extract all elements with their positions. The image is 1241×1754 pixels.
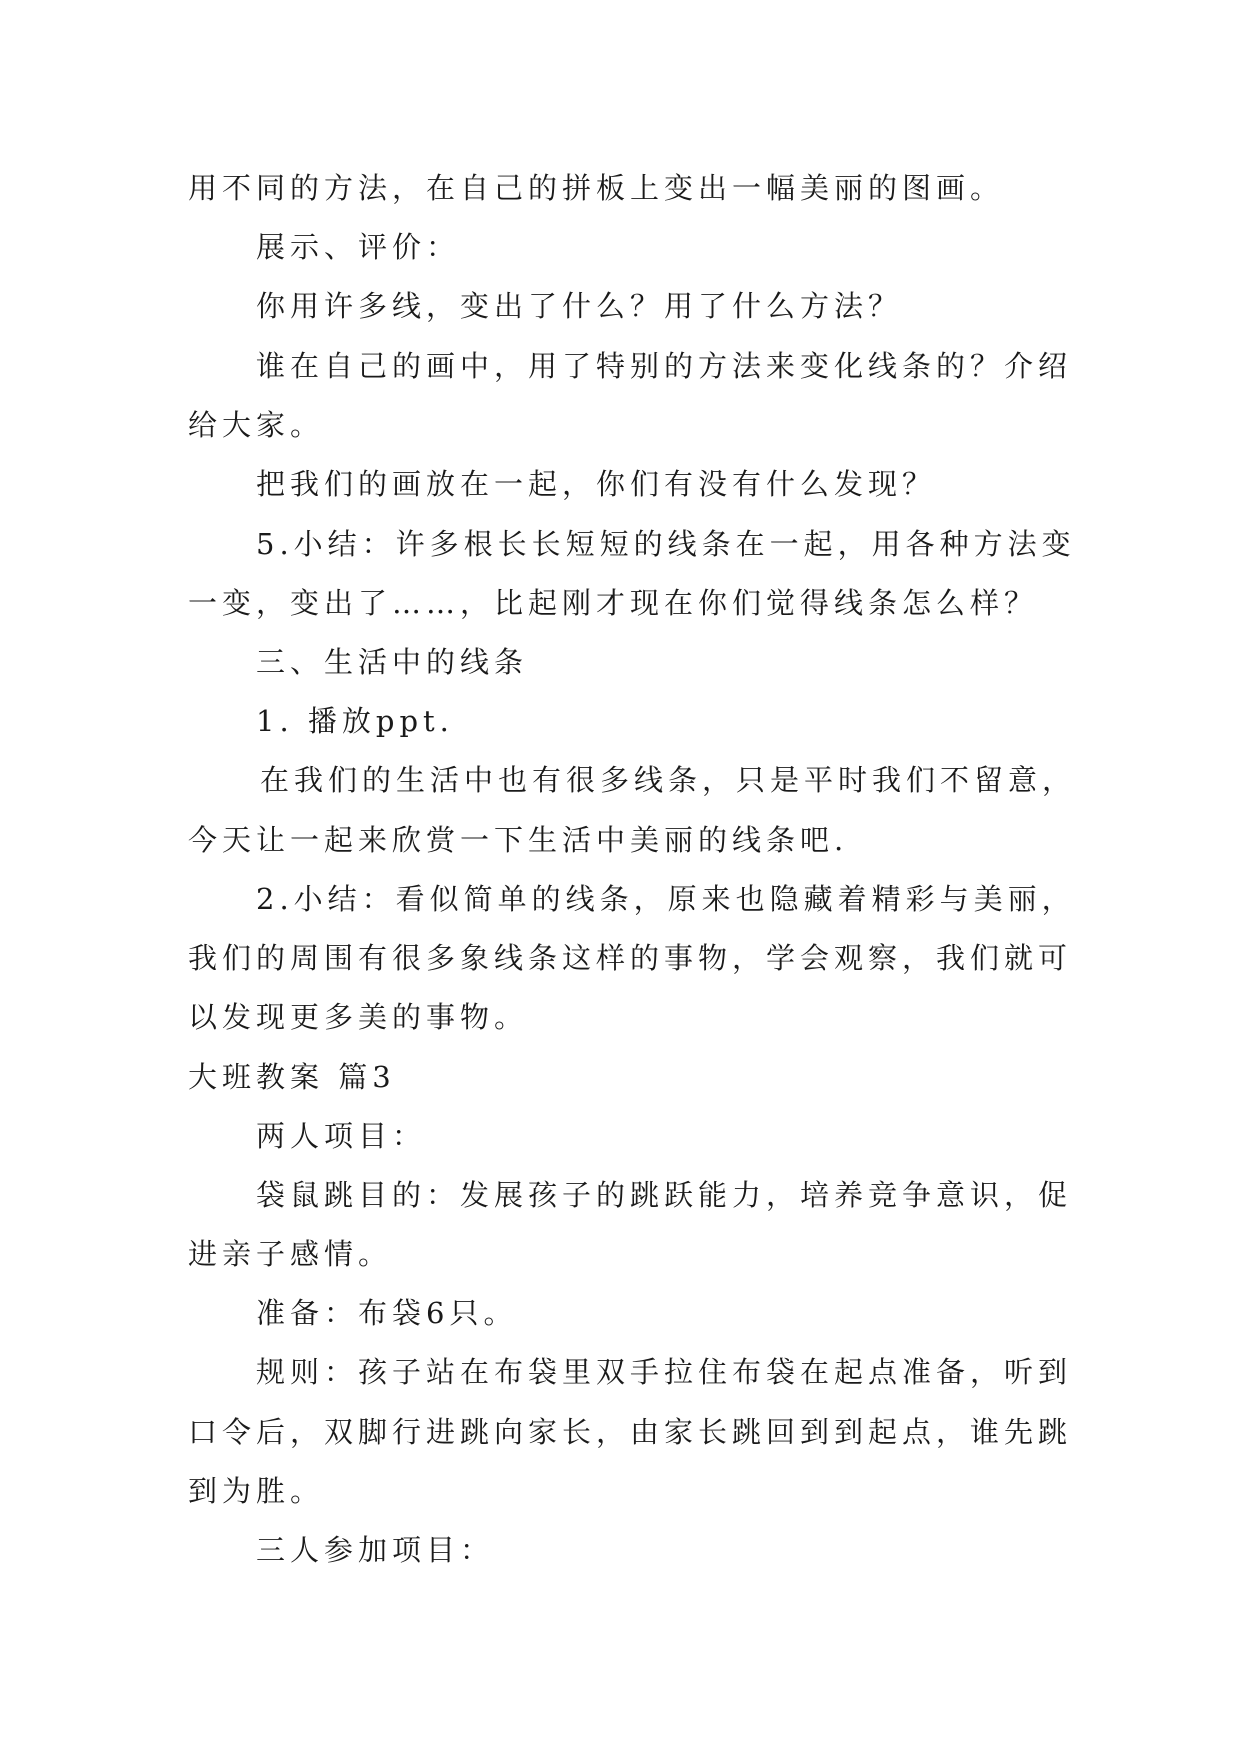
paragraph-line: 2.小结：看似简单的线条，原来也隐藏着精彩与美丽，: [256, 882, 1076, 916]
paragraph-line: 两人项目：: [256, 1119, 427, 1153]
paragraph-line: 给大家。: [188, 408, 325, 442]
paragraph-line: 准备：布袋6只。: [256, 1296, 518, 1330]
paragraph-line: 用不同的方法，在自己的拼板上变出一幅美丽的图画。: [188, 171, 1005, 205]
paragraph-line: 以发现更多美的事物。: [188, 1000, 529, 1034]
paragraph-line: 一变，变出了……，比起刚才现在你们觉得线条怎么样？: [188, 586, 1039, 620]
paragraph-line: 展示、评价：: [256, 230, 461, 264]
paragraph-line: 规则：孩子站在布袋里双手拉住布袋在起点准备，听到: [256, 1355, 1073, 1389]
paragraph-line: 今天让一起来欣赏一下生活中美丽的线条吧.: [188, 823, 849, 857]
paragraph-line: 5.小结：许多根长长短短的线条在一起，用各种方法变: [256, 527, 1076, 561]
paragraph-line: 在我们的生活中也有很多线条，只是平时我们不留意，: [260, 763, 1077, 797]
paragraph-line: 三人参加项目：: [256, 1533, 495, 1567]
paragraph-line: 你用许多线，变出了什么？用了什么方法？: [256, 289, 903, 323]
paragraph-line: 袋鼠跳目的：发展孩子的跳跃能力，培养竞争意识，促: [256, 1178, 1073, 1212]
paragraph-line: 我们的周围有很多象线条这样的事物，学会观察，我们就可: [188, 941, 1073, 975]
paragraph-line: 谁在自己的画中，用了特别的方法来变化线条的？介绍: [256, 349, 1073, 383]
article-title: 大班教案 篇3: [188, 1060, 396, 1094]
paragraph-line: 进亲子感情。: [188, 1237, 393, 1271]
section-heading: 三、生活中的线条: [256, 645, 529, 679]
paragraph-line: 把我们的画放在一起，你们有没有什么发现？: [256, 467, 937, 501]
paragraph-line: 到为胜。: [188, 1474, 325, 1508]
paragraph-line: 1. 播放ppt.: [256, 704, 454, 738]
paragraph-line: 口令后，双脚行进跳向家长，由家长跳回到到起点，谁先跳: [188, 1415, 1073, 1449]
